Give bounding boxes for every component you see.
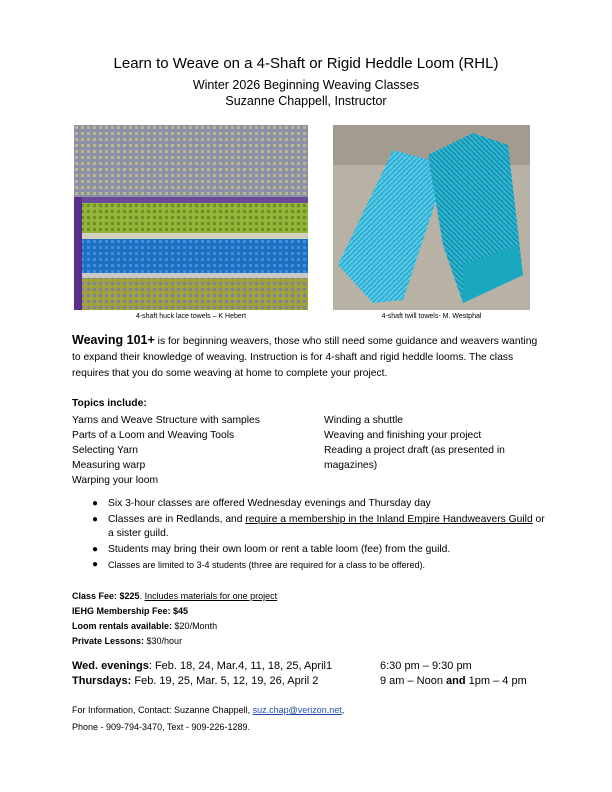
wednesday-schedule: Wed. evenings: Feb. 18, 24, Mar.4, 11, 18, 25, April1 bbox=[72, 660, 333, 672]
topic-item: Measuring warp bbox=[72, 460, 146, 471]
bullet-item: ● Classes are in Redlands, and require a membership in the Inland Empire Handweavers Guild or a sister guild. bbox=[92, 513, 545, 539]
topics-left-column bbox=[72, 413, 312, 488]
topic-item: Yarns and Weave Structure with samples bbox=[72, 415, 260, 426]
intro-text: is for beginning weavers, those who still need some guidance and weavers wanting to expand their knowledge of weaving. Instruction is for 4-shaft and rigid heddle looms. The class requires that you do some weaving at home to complete your project. bbox=[72, 336, 538, 379]
twill-towels-image bbox=[333, 125, 530, 310]
bullet-item: ● Six 3-hour classes are offered Wednesday evenings and Thursday day bbox=[90, 497, 550, 512]
membership-fee-line: IEHG Membership Fee: $45 bbox=[72, 606, 189, 616]
loom-rental-line: Loom rentals available: $20/Month bbox=[72, 621, 218, 631]
private-lessons-line: Private Lessons: $30/hour bbox=[72, 636, 183, 646]
topic-item: Weaving and finishing your project bbox=[324, 430, 482, 441]
topics-heading: Topics include: bbox=[72, 398, 147, 409]
wednesday-time: 6:30 pm – 9:30 pm bbox=[380, 660, 472, 672]
topic-item: Selecting Yarn bbox=[72, 445, 139, 456]
twill-towels-photo bbox=[333, 125, 530, 310]
bullet-item: ● Students may bring their own loom or rent a table loom (fee) from the guild. bbox=[90, 543, 550, 558]
info-bullet-list bbox=[90, 497, 550, 574]
bullet-item: ● Classes are limited to 3-4 students (three are required for a class to be offered). bbox=[90, 558, 550, 573]
bullet-dot-icon: ● bbox=[92, 513, 99, 525]
page-title: Learn to Weave on a 4-Shaft or Rigid Heddle Loom (RHL) bbox=[113, 55, 499, 72]
intro-lead: Weaving 101+ bbox=[72, 333, 155, 347]
thursday-schedule: Thursdays: Feb. 19, 25, Mar. 5, 12, 19, 26, April 2 bbox=[72, 675, 319, 687]
left-photo-caption: 4-shaft huck lace towels – K Hebert bbox=[135, 313, 247, 320]
topic-item: Warping your loom bbox=[72, 475, 159, 486]
contact-line-1: For Information, Contact: Suzanne Chappell, suz.chap@verizon.net, bbox=[72, 705, 345, 715]
topic-item: Parts of a Loom and Weaving Tools bbox=[72, 430, 235, 441]
instructor-line: Suzanne Chappell, Instructor bbox=[225, 94, 387, 108]
topics-right-column bbox=[324, 413, 554, 473]
class-fee-line: Class Fee: $225. Includes materials for one project bbox=[72, 591, 278, 601]
right-photo-caption: 4-shaft twill towels- M. Westphal bbox=[381, 313, 482, 320]
huck-lace-towels-image bbox=[74, 125, 308, 310]
contact-line-2: Phone - 909-794-3470, Text - 909-226-1289. bbox=[72, 722, 250, 732]
email-link[interactable]: suz.chap@verizon.net bbox=[252, 705, 342, 715]
contact-section bbox=[72, 702, 344, 736]
membership-requirement: require a membership in the Inland Empire Handweavers Guild bbox=[245, 513, 533, 525]
bullet-dot-icon: ● bbox=[92, 543, 99, 555]
bullet-dot-icon: ● bbox=[92, 559, 99, 570]
fees-section bbox=[72, 589, 277, 649]
bullet-dot-icon: ● bbox=[92, 498, 99, 509]
intro-paragraph bbox=[72, 332, 542, 382]
topic-item: Reading a project draft (as presented in magazines) bbox=[324, 445, 505, 471]
page-subtitle: Winter 2026 Beginning Weaving Classes bbox=[192, 78, 420, 92]
topic-item: Winding a shuttle bbox=[324, 415, 403, 426]
huck-lace-towels-photo bbox=[74, 125, 308, 310]
thursday-time: 9 am – Noon and 1pm – 4 pm bbox=[380, 675, 527, 687]
